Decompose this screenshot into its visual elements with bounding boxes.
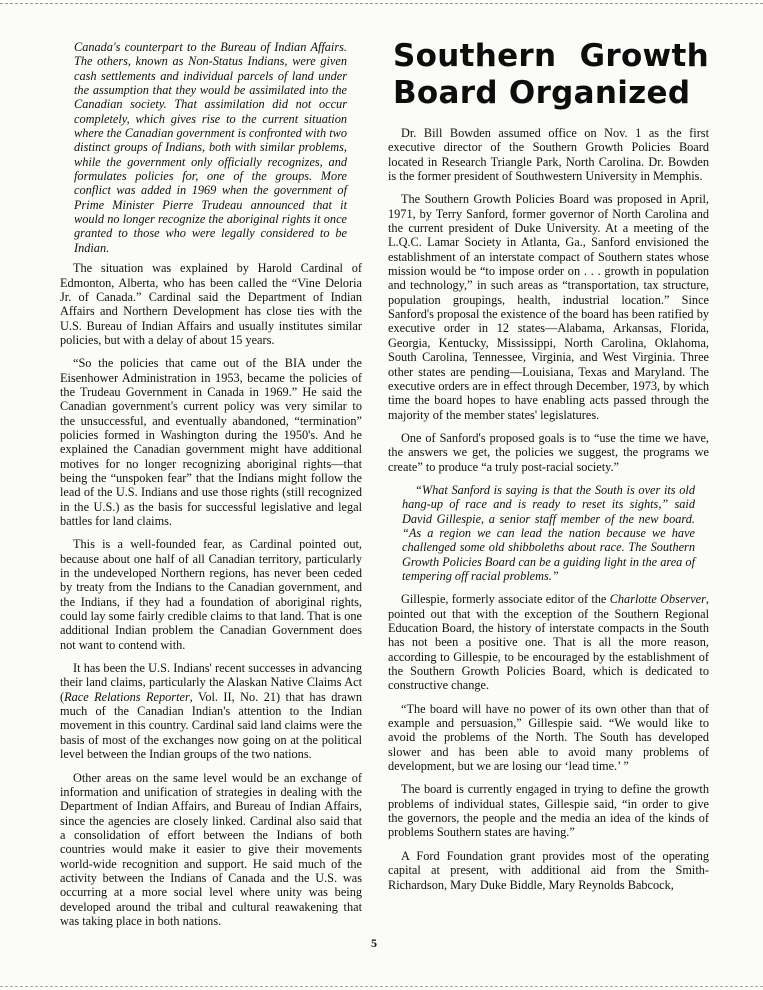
paragraph: A Ford Foundation grant provides most of the operating capital at present, with additional aid from the Smith-Richardson, Mary Duke Biddle, Mary Reynolds Babcock,: [388, 848, 709, 892]
paragraph: One of Sanford's proposed goals is to “use the time we have, the answers we get, the policies we suggest, the programs we create” to produce “a truly post-racial society.”: [388, 430, 709, 474]
paragraph: Dr. Bill Bowden assumed office on Nov. 1 as the first executive director of the Southern Growth Policies Board located in Research Triangle Park, North Carolina. Dr. Bowden is the former president of Southwestern University in Memphis.: [388, 126, 709, 184]
paragraph: [60, 661, 362, 761]
left-column: [60, 40, 362, 937]
page-number: 5: [371, 936, 377, 950]
paragraph: [388, 592, 709, 692]
paragraph: The situation was explained by Harold Cardinal of Edmonton, Alberta, who has been called the “Vine Deloria Jr. of Canada.” Cardinal said the Department of Indian Affairs and Northern Development has close ties with the U.S. Bureau of Indian Affairs and usually institutes similar policies, but with a delay of about 15 years.: [60, 261, 362, 347]
text-run: , pointed out that with the exception of the Southern Regional Education Board, the history of interstate compacts in the South has not been a positive one. That is all the more reason, according to Gillespie, to be encouraged by the establishment of the Southern Growth Policies Board, which is dedicated to constructive change.: [388, 592, 709, 693]
text-run: Gillespie, formerly associate editor of the: [401, 592, 610, 607]
paragraph: “The board will have no power of its own other than that of example and persuasion,” Gillespie said. “We would like to avoid the problems of the North. The South has developed slower and has been able to avoid many problems of development, but we are losing our ‘lead time.’ ”: [388, 701, 709, 774]
publication-title: Charlotte Observer: [609, 592, 706, 607]
top-rule: [0, 3, 763, 4]
publication-title: Race Relations Reporter: [64, 689, 190, 704]
text-run: It has been the U.S. Indians' recent successes in advancing their land claims, particularly the Alaskan Native Claims Act (: [60, 661, 362, 704]
paragraph: The Southern Growth Policies Board was proposed in April, 1971, by Terry Sanford, former governor of North Carolina and the current president of Duke University. At a meeting of the L.Q.C. Lamar Society in Atlanta, Ga., Sanford envisioned the establishment of an interstate compact of Southern states whose mission would be “to impose order on . . . growth in population and technology,” in such areas as “transportation, tax structure, population groupings, health, industrial location.” Since Sanford's proposal the existence of the board has been ratified by executive order in 12 states—Alabama, Arkansas, Florida, Georgia, Kentucky, Mississippi, North Carolina, Oklahoma, South Carolina, Tennessee, Virginia, and West Virginia. Three other states are pending—Louisiana, Texas and Maryland. The executive orders are in effect through December, 1973, by which time the board hopes to have enabling acts passed through the majority of the member states' legislatures.: [388, 192, 709, 422]
italic-quote: “What Sanford is saying is that the South is over its old hang-up of race and is ready to reset its sights,” said David Gillespie, a senior staff member of the new board. “As a region we can lead the nation because we have challenged some old shibboleths about race. The Southern Growth Policies Board can be a guiding light in the area of tempering off racial problems.”: [402, 482, 695, 583]
paragraph: “So the policies that came out of the BIA under the Eisenhower Administration in 1953, became the policies of the Trudeau Government in Canada in 1969.” He said the Canadian government's current policy was very similar to the unsuccessful, and eventually abandoned, “termination” policies formed in Washington during the 1950's. And he explained the Canadian government might have additional motives for no longer recognizing aboriginal rights—that being the “unspoken fear” that the Indians might follow the lead of the U.S. Indians and use those rights (still recognized in the U.S.) as the basis for successful legislative and legal battles for land claims.: [60, 356, 362, 528]
paragraph: This is a well-founded fear, as Cardinal pointed out, because about one half of all Canadian territory, particularly in the undeveloped Northern regions, has never been ceded by treaty from the Indians to the Canadian government, and the Indians, if they had a foundation of aboriginal rights, could lay some fairly credible claims to that land. That is one additional Indian problem the Canadian Government does not want to contend with.: [60, 537, 362, 652]
text-run: , Vol. II, No. 21) that has drawn much of the Canadian Indian's attention to the Indian movement in this country. Cardinal said land claims were the basis of most of the exchanges now going on at the political level between the Indian groups of the two nations.: [60, 689, 362, 762]
bottom-rule: [0, 986, 763, 987]
intro-italic-paragraph: Canada's counterpart to the Bureau of Indian Affairs. The others, known as Non-Status Indians, were given cash settlements and individual parcels of land under the assumption that they would be assimilated into the Canadian society. That assimilation did not occur completely, which gives rise to the current situation where the Canadian government is confronted with two distinct groups of Indians, both with similar problems, while the government only officially recognizes, and formulates policies for, one of the groups. More conflict was added in 1969 when the government of Prime Minister Pierre Trudeau announced that it would no longer recognize the aboriginal rights it once granted to those who were legally considered to be Indian.: [74, 40, 347, 255]
right-column: [388, 40, 709, 901]
paragraph: The board is currently engaged in trying to define the growth problems of individual states, Gillespie said, “in order to give the governors, the people and the media an idea of the kinds of problems Southern states are having.”: [388, 782, 709, 840]
paragraph: Other areas on the same level would be an exchange of information and unification of strategies in dealing with the Department of Indian Affairs, and Bureau of Indian Affairs, since the agencies are closely linked. Cardinal also said that a consolidation of effort between the Indians of both countries would make it easier to give their movements world-wide recognition and support. He said much of the activity between the Indians of Canada and the U.S. was occurring at a more social level where unity was being developed around the tribal and cultural reawakening that was taking place in both nations.: [60, 770, 362, 928]
article-headline: Southern Growth Board Organized: [393, 38, 709, 111]
